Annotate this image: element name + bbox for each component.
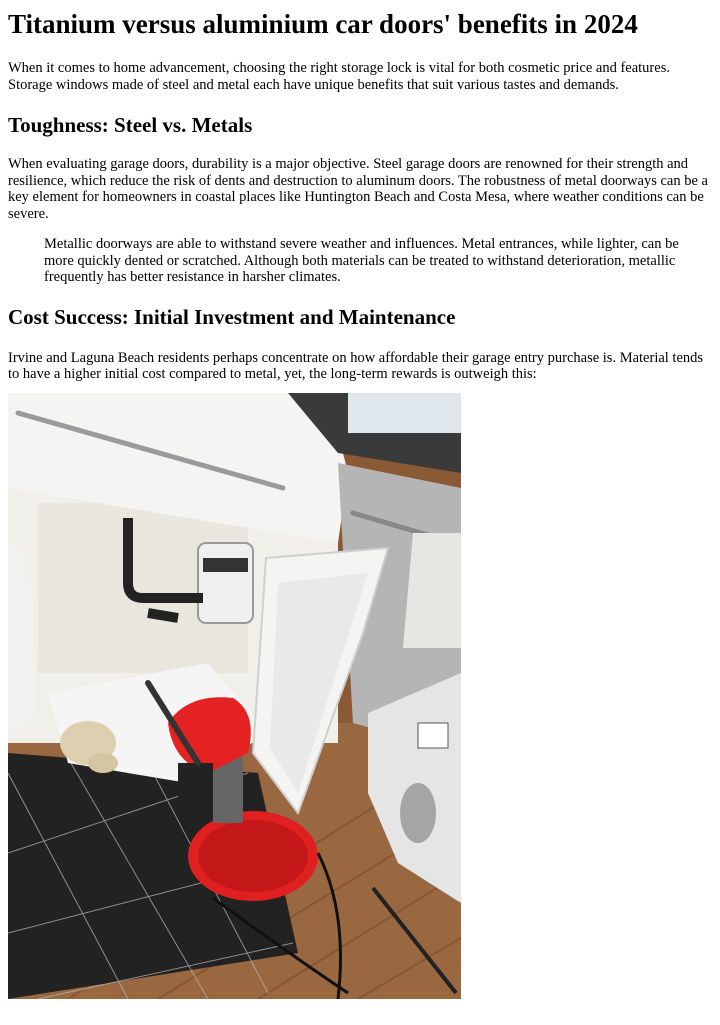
cost-paragraph: Irvine and Laguna Beach residents perhaps concentrate on how affordable their garage entry purchase is. Material tends to have a higher initial cost compared to metal, yet, the long-term rewards is outweigh this: [8, 349, 704, 382]
intro-paragraph: When it comes to home advancement, choosing the right storage lock is vital for both cosmetic price and features. Storage windows made of steel and metal each have unique benefits that suit various tastes and demands. [8, 60, 670, 93]
section-heading-toughness: Toughness: Steel vs. Metals [8, 113, 253, 137]
section-heading-cost: Cost Success: Initial Investment and Maintenance [8, 304, 456, 329]
toughness-paragraph: When evaluating garage doors, durability is a major objective. Steel garage doors are renowned for their strength and resilience, which reduce the risk of dents and destruction to aluminum doors. The robustness of metal doorways can be a key element for homeowners in coastal places like Huntington Beach and Costa Mesa, where weather conditions can be severe. [8, 156, 708, 222]
toughness-quote: Metallic doorways are able to withstand severe weather and influences. Metal entrances, while lighter, can be more quickly dented or scratched. Although both materials can be treated to withstand deterioration, metallic frequently has better resistance in harsher climates. [44, 236, 679, 285]
article-photo [8, 393, 461, 999]
article [0, 8, 720, 999]
page-title: Titanium versus aluminium car doors' benefits in 2024 [8, 9, 638, 39]
